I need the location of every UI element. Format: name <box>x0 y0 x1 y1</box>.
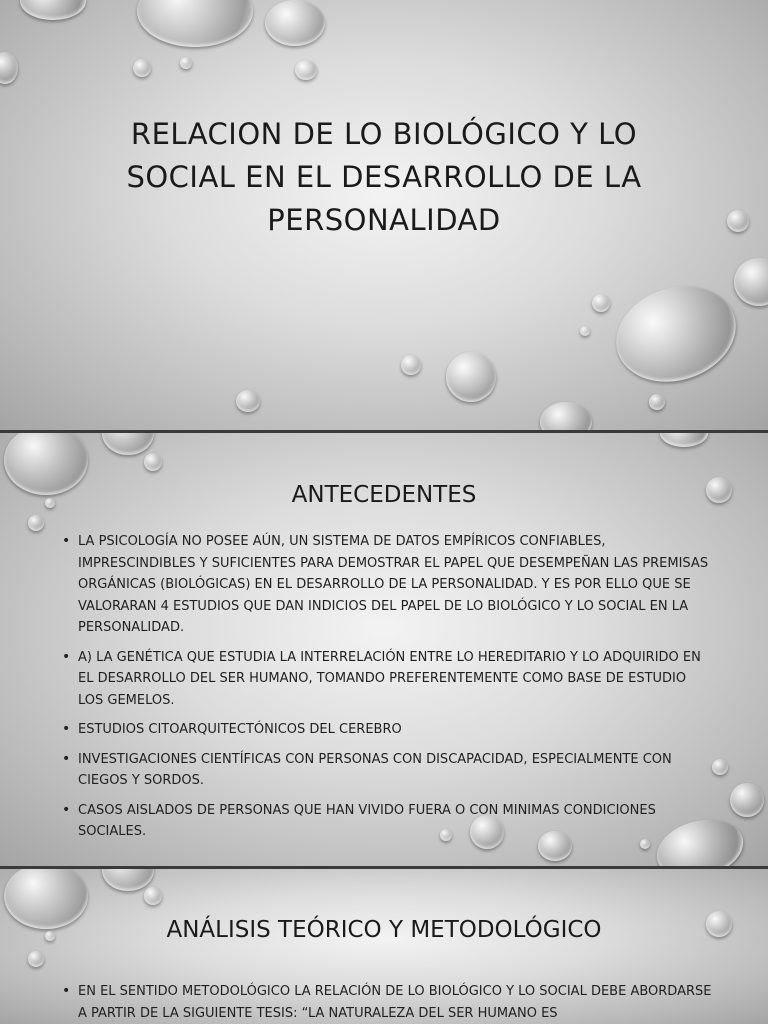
list-item: • LA PSICOLOGÍA NO POSEE AÚN, UN SISTEMA DE DATOS EMPÍRICOS CONFIABLES, IMPRESCINDIBLES Y SUFICIENTES PARA DEMOSTRAR EL PAPEL QUE DESEMPEÑAN LAS PREMISAS ORGÁNICAS (BIOLÓGICAS) EN EL DESARROLLO DE LA PERSONALIDAD. Y ES POR ELLO QUE SE VALORARAN 4 ESTUDIOS QUE DAN INDICIOS DEL PAPEL DE LO BIOLÓGICO Y LO SOCIAL EN LA PERSONALIDAD. <box>62 531 712 639</box>
water-drop <box>604 271 748 396</box>
water-drop <box>144 453 162 471</box>
slide-heading: ANÁLISIS TEÓRICO Y METODOLÓGICO <box>166 917 602 943</box>
water-drop <box>180 57 192 69</box>
water-drop <box>727 210 749 232</box>
bullet-list <box>62 531 712 851</box>
bullet-list <box>62 981 712 1024</box>
antecedentes-slide <box>0 433 768 866</box>
water-drop <box>28 951 44 967</box>
slide-heading: ANTECEDENTES <box>291 482 477 508</box>
slide-title: RELACION DE LO BIOLÓGICO Y LO SOCIAL EN EL DESARROLLO DE LA PERSONALIDAD <box>126 117 642 237</box>
water-drop <box>446 352 496 402</box>
water-drop <box>540 402 592 430</box>
water-drop <box>102 869 154 891</box>
water-drop <box>712 759 728 775</box>
water-drop <box>0 52 18 84</box>
list-item: • EN EL SENTIDO METODOLÓGICO LA RELACIÓN DE LO BIOLÓGICO Y LO SOCIAL DEBE ABORDARSE A PARTIR DE LA SIGUIENTE TESIS: “LA NATURALEZA DEL SER HUMANO ES <box>62 981 712 1024</box>
water-drop <box>28 515 44 531</box>
water-drop <box>649 394 665 410</box>
water-drop <box>295 60 317 80</box>
list-item: • CASOS AISLADOS DE PERSONAS QUE HAN VIVIDO FUERA O CON MINIMAS CONDICIONES SOCIALES. <box>62 800 712 843</box>
water-drop <box>20 0 86 20</box>
water-drop <box>236 390 260 412</box>
water-drop <box>102 433 154 455</box>
water-drop <box>401 355 421 375</box>
water-drop <box>133 59 151 77</box>
water-drop <box>265 0 325 46</box>
list-item: • A) LA GENÉTICA QUE ESTUDIA LA INTERRELACIÓN ENTRE LO HEREDITARIO Y LO ADQUIRIDO EN EL DESARROLLO DEL SER HUMANO, TOMANDO PREFERENTEMENTE COMO BASE DE ESTUDIO LOS GEMELOS. <box>62 647 712 712</box>
water-drop <box>660 433 708 447</box>
title-slide <box>0 0 768 430</box>
water-drop <box>592 294 610 312</box>
water-drop <box>144 887 162 905</box>
list-item: • INVESTIGACIONES CIENTÍFICAS CON PERSONAS CON DISCAPACIDAD, ESPECIALMENTE CON CIEGOS Y SORDOS. <box>62 749 712 792</box>
list-item: • ESTUDIOS CITOARQUITECTÓNICOS DEL CEREBRO <box>62 719 712 741</box>
analisis-slide <box>0 869 768 1024</box>
water-drop <box>734 258 768 306</box>
water-drop <box>137 0 253 47</box>
water-drop <box>580 326 590 336</box>
water-drop <box>730 783 764 817</box>
